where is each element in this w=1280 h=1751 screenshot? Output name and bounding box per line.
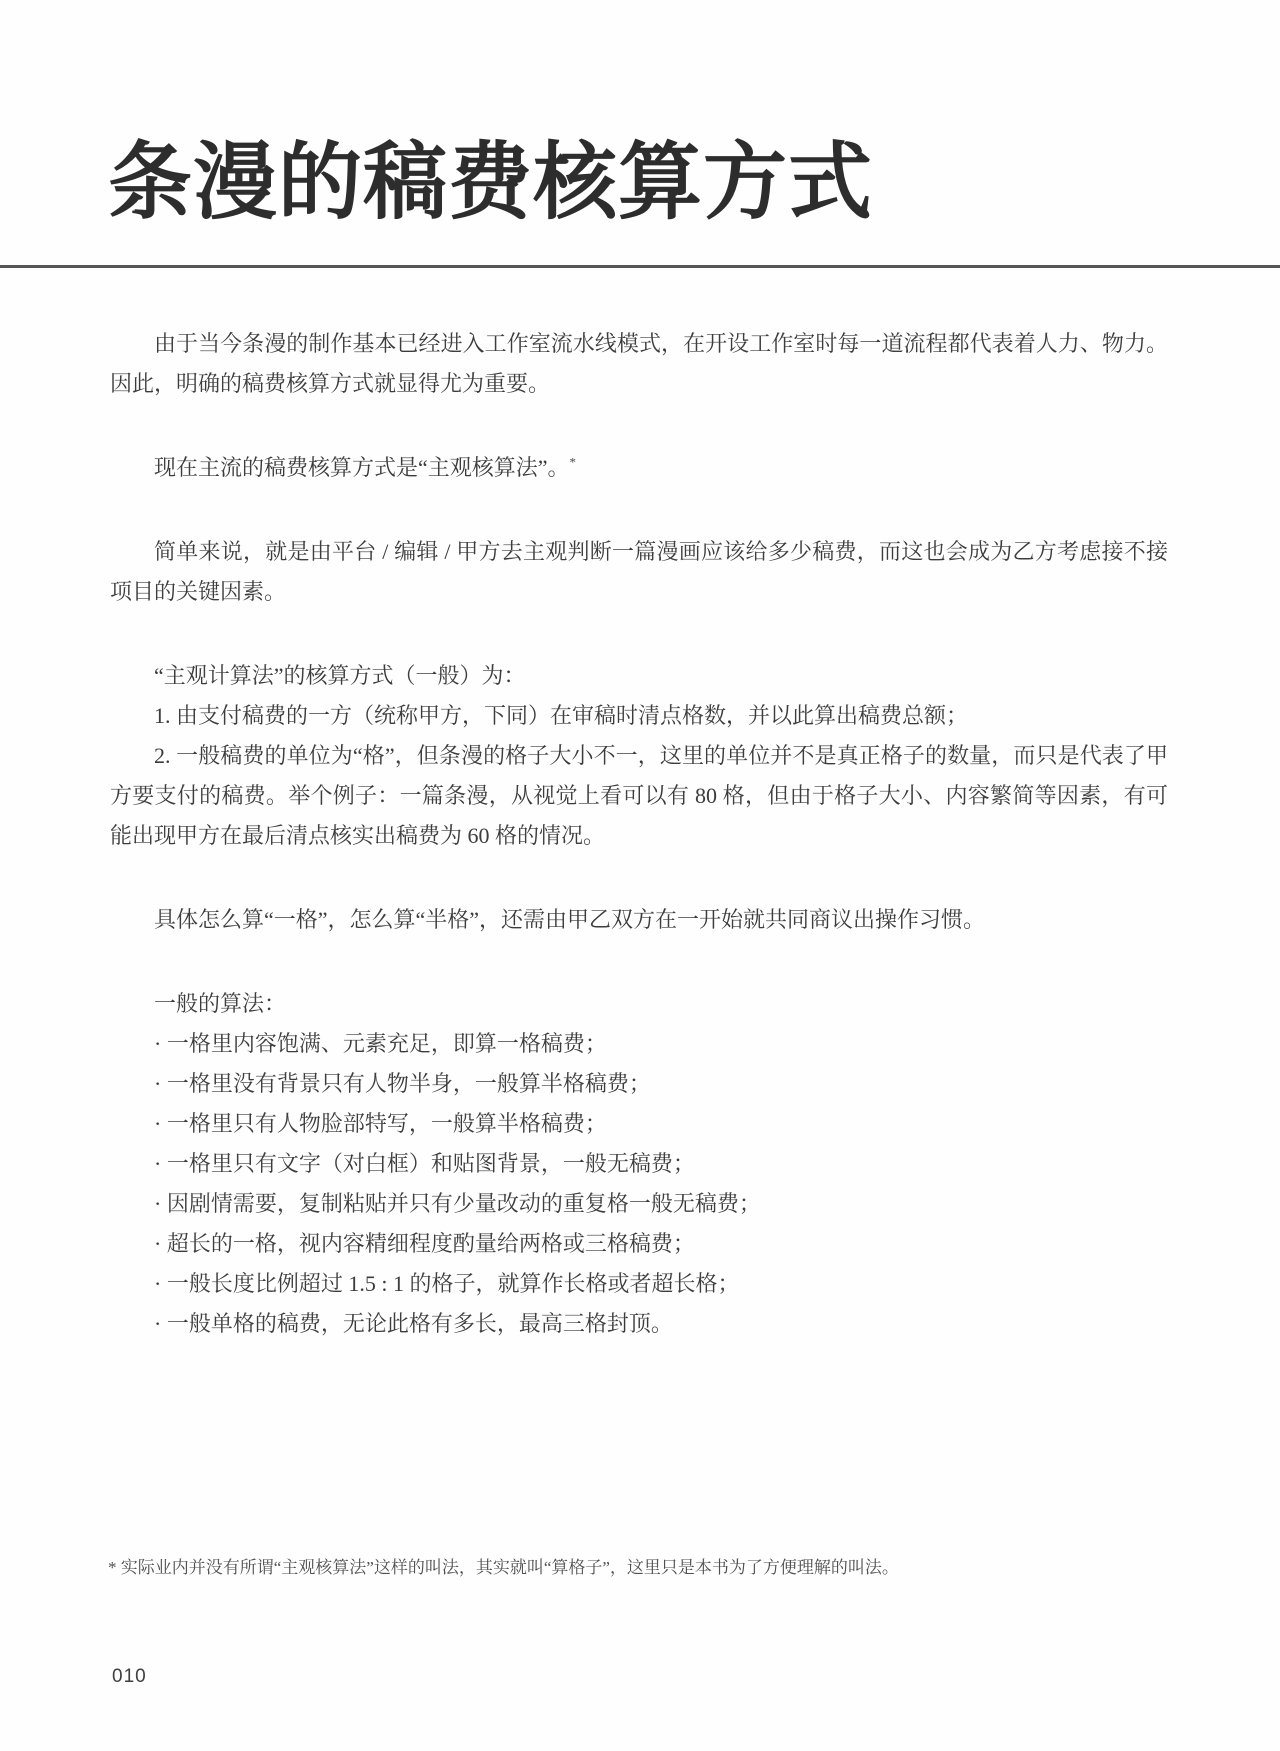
method-step-2: 2. 一般稿费的单位为“格”，但条漫的格子大小不一，这里的单位并不是真正格子的数量，而只是代表了甲方要支付的稿费。举个例子：一篇条漫，从视觉上看可以有 80 格，但由于格子大小、内容繁简等因素，有可能出现甲方在最后清点核实出稿费为 60 格的情况。	[110, 743, 1168, 848]
rule-item: · 一般长度比例超过 1.5 : 1 的格子，就算作长格或者超长格；	[154, 1271, 740, 1296]
rule-item: · 一格里只有人物脸部特写，一般算半格稿费；	[154, 1111, 607, 1136]
page-body	[110, 324, 1168, 1344]
rule-item: · 一格里内容饱满、元素充足，即算一格稿费；	[154, 1031, 607, 1056]
paragraph-main-method	[110, 448, 1168, 488]
method-step-1: 1. 由支付稿费的一方（统称甲方，下同）在审稿时清点格数，并以此算出稿费总额；	[154, 703, 969, 728]
footnote: * 实际业内并没有所谓“主观核算法”这样的叫法，其实就叫“算格子”，这里只是本书为了方便理解的叫法。	[108, 1558, 899, 1577]
paragraph-explanation: 简单来说，就是由平台 / 编辑 / 甲方去主观判断一篇漫画应该给多少稿费，而这也会成为乙方考虑接不接项目的关键因素。	[110, 539, 1168, 604]
rules-title: 一般的算法：	[154, 991, 287, 1016]
footnote-marker: *	[569, 454, 577, 470]
rule-item: · 一格里只有文字（对白框）和贴图背景，一般无稿费；	[154, 1151, 695, 1176]
paragraph-intro: 由于当今条漫的制作基本已经进入工作室流水线模式，在开设工作室时每一道流程都代表着人力、物力。因此，明确的稿费核算方式就显得尤为重要。	[110, 331, 1168, 396]
title-divider	[0, 265, 1280, 268]
rule-item: · 因剧情需要，复制粘贴并只有少量改动的重复格一般无稿费；	[154, 1191, 761, 1216]
rule-item: · 超长的一格，视内容精细程度酌量给两格或三格稿费；	[154, 1231, 695, 1256]
paragraph-negotiation: 具体怎么算“一格”，怎么算“半格”，还需由甲乙双方在一开始就共同商议出操作习惯。	[154, 907, 986, 932]
method-section	[110, 656, 1168, 856]
rule-item: · 一格里没有背景只有人物半身，一般算半格稿费；	[154, 1071, 651, 1096]
method-intro: “主观计算法”的核算方式（一般）为：	[154, 663, 526, 688]
rule-item: · 一般单格的稿费，无论此格有多长，最高三格封顶。	[154, 1311, 673, 1336]
page-number: 010	[112, 1666, 147, 1687]
rules-section	[110, 984, 1168, 1344]
page-title: 条漫的稿费核算方式	[108, 137, 874, 230]
main-method-text: 现在主流的稿费核算方式是“主观核算法”。	[154, 455, 570, 480]
